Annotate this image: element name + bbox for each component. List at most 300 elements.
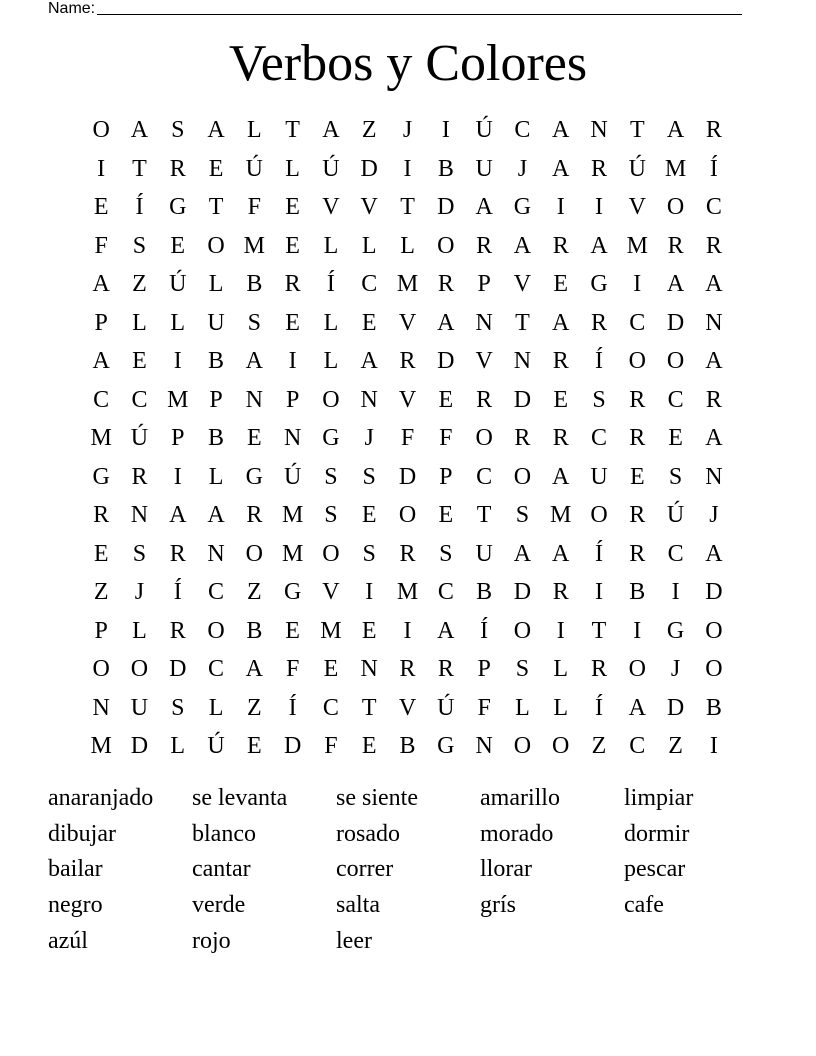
- grid-letter: V: [513, 271, 532, 297]
- grid-letter: R: [705, 232, 722, 259]
- grid-letter: I: [633, 617, 642, 644]
- word-bank-item: cantar: [192, 856, 251, 883]
- grid-letter: P: [439, 463, 453, 490]
- grid-letter: O: [628, 348, 646, 374]
- grid-letter: V: [628, 194, 646, 220]
- grid-letter: P: [209, 386, 223, 413]
- grid-letter: L: [285, 155, 300, 182]
- grid-letter: G: [513, 194, 532, 220]
- word-bank-item: leer: [336, 927, 372, 954]
- grid-letter: R: [399, 348, 416, 374]
- word-bank-item: cafe: [624, 892, 664, 919]
- grid-letter: L: [553, 656, 569, 682]
- grid-row: [82, 342, 734, 381]
- grid-row: [82, 227, 734, 266]
- grid-letter: D: [283, 733, 302, 759]
- grid-letter: D: [398, 463, 417, 490]
- grid-letter: T: [285, 117, 300, 143]
- grid-row: [82, 188, 734, 227]
- grid-letter: A: [130, 117, 149, 143]
- grid-letter: G: [590, 271, 608, 297]
- grid-letter: O: [513, 617, 532, 644]
- grid-letter: F: [477, 694, 491, 721]
- grid-row: [82, 535, 734, 574]
- grid-letter: U: [475, 155, 493, 182]
- grid-letter: Z: [247, 579, 262, 605]
- grid-letter: R: [667, 232, 684, 259]
- grid-letter: I: [556, 194, 565, 220]
- grid-letter: P: [477, 271, 491, 297]
- grid-letter: A: [705, 348, 723, 374]
- grid-letter: T: [476, 502, 492, 528]
- grid-letter: N: [283, 425, 302, 451]
- grid-letter: E: [323, 656, 339, 682]
- grid-letter: M: [396, 579, 419, 605]
- grid-letter: Z: [591, 733, 607, 759]
- grid-letter: A: [207, 117, 225, 143]
- grid-letter: Ú: [322, 155, 340, 182]
- grid-letter: A: [437, 309, 455, 336]
- grid-letter: R: [169, 155, 186, 182]
- grid-letter: A: [552, 117, 570, 143]
- grid-letter: M: [550, 502, 572, 528]
- grid-letter: Ú: [666, 502, 685, 528]
- grid-letter: N: [475, 309, 493, 336]
- word-bank-item: blanco: [192, 820, 256, 847]
- grid-letter: O: [590, 502, 608, 528]
- grid-letter: Í: [595, 348, 603, 374]
- grid-letter: I: [709, 733, 718, 759]
- word-bank-item: negro: [48, 892, 103, 919]
- grid-letter: A: [552, 463, 570, 490]
- grid-letter: J: [402, 117, 413, 143]
- grid-letter: V: [322, 194, 340, 220]
- grid-letter: L: [361, 232, 377, 259]
- grid-letter: R: [437, 271, 454, 297]
- grid-letter: D: [666, 694, 685, 721]
- name-label: Name:: [48, 0, 96, 17]
- grid-letter: F: [94, 232, 108, 259]
- grid-row: [82, 612, 734, 651]
- grid-row: [82, 381, 734, 420]
- grid-letter: E: [208, 155, 224, 182]
- grid-letter: Í: [709, 155, 718, 182]
- grid-letter: C: [93, 386, 110, 413]
- grid-letter: R: [169, 540, 186, 567]
- grid-letter: O: [398, 502, 417, 528]
- grid-letter: E: [285, 194, 300, 220]
- grid-letter: F: [285, 656, 300, 682]
- grid-letter: N: [705, 309, 723, 336]
- grid-letter: O: [628, 656, 646, 682]
- grid-letter: G: [283, 579, 302, 605]
- grid-letter: A: [705, 540, 723, 567]
- grid-letter: I: [97, 155, 106, 182]
- grid-letter: Ú: [207, 733, 225, 759]
- grid-letter: O: [552, 733, 570, 759]
- grid-letter: C: [476, 463, 493, 490]
- word-bank-item: amarillo: [480, 785, 560, 811]
- grid-letter: O: [245, 540, 263, 567]
- grid-letter: S: [362, 540, 376, 567]
- grid-letter: B: [629, 579, 646, 605]
- grid-row: [82, 689, 734, 728]
- grid-letter: C: [361, 271, 378, 297]
- grid-letter: L: [247, 117, 262, 143]
- grid-letter: R: [284, 271, 301, 297]
- word-bank-item: se levanta: [192, 785, 288, 811]
- grid-letter: D: [360, 155, 378, 182]
- grid-letter: Z: [668, 733, 683, 759]
- grid-letter: O: [513, 733, 532, 759]
- grid-letter: E: [438, 502, 454, 528]
- grid-letter: I: [173, 463, 182, 490]
- grid-row: [82, 111, 734, 150]
- grid-letter: C: [131, 386, 148, 413]
- grid-letter: J: [670, 656, 681, 682]
- grid-letter: M: [90, 425, 112, 451]
- grid-letter: I: [403, 617, 412, 644]
- grid-letter: P: [94, 309, 108, 336]
- grid-letter: F: [400, 425, 415, 451]
- grid-letter: N: [207, 540, 225, 567]
- grid-letter: N: [513, 348, 532, 374]
- letter-grid: [82, 111, 734, 766]
- word-bank-item: se siente: [336, 785, 418, 811]
- grid-letter: B: [437, 155, 454, 182]
- grid-letter: N: [130, 502, 149, 528]
- grid-letter: L: [132, 309, 147, 336]
- grid-letter: A: [169, 502, 187, 528]
- page-title: Verbos y Colores: [228, 35, 588, 92]
- grid-letter: R: [131, 463, 148, 490]
- grid-letter: T: [400, 194, 415, 220]
- grid-letter: V: [398, 694, 417, 721]
- grid-row: [82, 150, 734, 189]
- grid-letter: S: [439, 540, 453, 567]
- grid-letter: O: [705, 656, 723, 682]
- word-bank-item: verde: [192, 892, 246, 919]
- grid-letter: S: [362, 463, 376, 490]
- word-bank-item: bailar: [48, 856, 103, 883]
- word-bank-item: pescar: [624, 856, 686, 883]
- grid-letter: A: [513, 540, 532, 567]
- grid-letter: R: [629, 502, 646, 528]
- grid-letter: I: [633, 271, 642, 297]
- grid-row: [82, 496, 734, 535]
- grid-letter: T: [629, 117, 645, 143]
- grid-letter: N: [360, 656, 378, 682]
- grid-letter: E: [132, 348, 147, 374]
- grid-letter: Ú: [437, 694, 455, 721]
- grid-letter: L: [208, 271, 224, 297]
- grid-letter: C: [514, 117, 531, 143]
- grid-letter: S: [171, 694, 185, 721]
- grid-letter: J: [709, 502, 719, 528]
- grid-letter: C: [437, 579, 454, 605]
- word-bank-item: rosado: [336, 820, 400, 847]
- grid-letter: R: [552, 232, 569, 259]
- grid-letter: I: [365, 579, 374, 605]
- grid-letter: M: [281, 540, 304, 567]
- grid-letter: G: [437, 733, 455, 759]
- grid-letter: C: [208, 656, 225, 682]
- grid-letter: B: [246, 271, 263, 297]
- grid-letter: C: [322, 694, 339, 721]
- grid-letter: A: [705, 425, 723, 451]
- grid-letter: C: [591, 425, 608, 451]
- grid-letter: A: [360, 348, 378, 374]
- grid-letter: E: [285, 617, 300, 644]
- word-bank-item: dibujar: [48, 820, 116, 847]
- grid-letter: O: [322, 540, 340, 567]
- grid-letter: E: [285, 309, 300, 336]
- grid-letter: A: [666, 271, 685, 297]
- grid-letter: S: [132, 540, 147, 567]
- grid-letter: B: [208, 425, 225, 451]
- grid-letter: E: [247, 425, 262, 451]
- grid-letter: G: [169, 194, 187, 220]
- grid-letter: C: [667, 386, 684, 413]
- grid-letter: D: [666, 309, 685, 336]
- grid-letter: R: [476, 232, 493, 259]
- grid-letter: A: [666, 117, 685, 143]
- grid-letter: A: [628, 694, 646, 721]
- grid-letter: R: [437, 656, 454, 682]
- grid-letter: Ú: [169, 271, 187, 297]
- grid-letter: E: [285, 232, 300, 259]
- grid-letter: V: [398, 386, 417, 413]
- grid-letter: U: [475, 540, 493, 567]
- grid-letter: A: [322, 117, 340, 143]
- name-field: [48, 0, 742, 20]
- grid-letter: R: [591, 656, 608, 682]
- grid-letter: L: [553, 694, 569, 721]
- grid-letter: I: [671, 579, 680, 605]
- grid-letter: R: [246, 502, 263, 528]
- word-bank-item: llorar: [480, 856, 532, 883]
- grid-row: [82, 573, 734, 612]
- grid-letter: A: [245, 348, 263, 374]
- word-bank-item: morado: [480, 820, 554, 847]
- grid-letter: R: [169, 617, 186, 644]
- grid-letter: U: [207, 309, 225, 336]
- grid-letter: N: [590, 117, 608, 143]
- grid-letter: A: [513, 232, 532, 259]
- grid-letter: B: [208, 348, 225, 374]
- grid-letter: C: [705, 194, 722, 220]
- grid-letter: V: [475, 348, 493, 374]
- word-bank-item: grís: [480, 892, 516, 919]
- grid-letter: Í: [173, 579, 182, 605]
- grid-letter: E: [93, 540, 109, 567]
- grid-letter: J: [364, 425, 374, 451]
- grid-letter: E: [361, 617, 377, 644]
- grid-letter: O: [475, 425, 493, 451]
- grid-letter: P: [171, 425, 185, 451]
- grid-letter: E: [553, 271, 569, 297]
- grid-letter: U: [590, 463, 608, 490]
- grid-letter: F: [439, 425, 453, 451]
- grid-letter: S: [592, 386, 606, 413]
- word-bank: [48, 783, 788, 961]
- grid-letter: J: [517, 155, 528, 182]
- grid-letter: T: [591, 617, 607, 644]
- grid-letter: T: [132, 155, 147, 182]
- grid-letter: R: [399, 540, 416, 567]
- grid-row: [82, 265, 734, 304]
- grid-letter: L: [323, 309, 339, 336]
- grid-letter: Í: [135, 194, 144, 220]
- grid-letter: L: [208, 463, 224, 490]
- grid-letter: A: [207, 502, 225, 528]
- grid-letter: O: [513, 463, 532, 490]
- grid-letter: A: [475, 194, 493, 220]
- grid-row: [82, 419, 734, 458]
- grid-letter: M: [281, 502, 304, 528]
- grid-letter: Z: [93, 579, 109, 605]
- grid-letter: V: [360, 194, 378, 220]
- word-bank-item: anaranjado: [48, 785, 154, 811]
- grid-letter: R: [705, 117, 722, 143]
- grid-letter: A: [437, 617, 455, 644]
- grid-letter: Í: [595, 694, 603, 721]
- grid-letter: B: [399, 733, 416, 759]
- grid-letter: B: [246, 617, 263, 644]
- grid-letter: R: [552, 348, 569, 374]
- grid-letter: P: [285, 386, 300, 413]
- grid-letter: R: [629, 540, 646, 567]
- grid-letter: E: [247, 733, 262, 759]
- grid-letter: S: [171, 117, 185, 143]
- grid-letter: E: [553, 386, 569, 413]
- grid-letter: E: [438, 386, 454, 413]
- grid-letter: D: [513, 579, 532, 605]
- grid-letter: P: [477, 656, 491, 682]
- grid-letter: N: [475, 733, 493, 759]
- grid-row: [82, 650, 734, 689]
- grid-letter: O: [322, 386, 340, 413]
- grid-letter: L: [323, 232, 339, 259]
- grid-letter: I: [595, 194, 603, 220]
- grid-letter: S: [515, 656, 530, 682]
- grid-letter: L: [400, 232, 415, 259]
- grid-letter: Ú: [130, 425, 149, 451]
- grid-letter: O: [92, 656, 110, 682]
- grid-letter: U: [130, 694, 149, 721]
- grid-letter: S: [668, 463, 683, 490]
- grid-letter: E: [93, 194, 109, 220]
- grid-letter: A: [92, 271, 110, 297]
- grid-letter: A: [245, 656, 263, 682]
- grid-letter: O: [666, 348, 685, 374]
- grid-letter: M: [626, 232, 648, 259]
- grid-letter: L: [132, 617, 147, 644]
- grid-letter: N: [245, 386, 263, 413]
- grid-letter: R: [629, 425, 646, 451]
- grid-letter: M: [167, 386, 189, 413]
- grid-letter: E: [629, 463, 645, 490]
- grid-letter: R: [705, 386, 722, 413]
- grid-letter: N: [92, 694, 110, 721]
- grid-letter: G: [245, 463, 263, 490]
- grid-letter: D: [437, 348, 455, 374]
- grid-letter: G: [92, 463, 110, 490]
- word-bank-item: dormir: [624, 820, 690, 847]
- grid-letter: S: [324, 463, 338, 490]
- grid-letter: S: [515, 502, 530, 528]
- grid-letter: Z: [247, 694, 262, 721]
- grid-letter: D: [705, 579, 723, 605]
- grid-letter: T: [208, 194, 224, 220]
- grid-letter: E: [668, 425, 683, 451]
- grid-letter: E: [361, 309, 377, 336]
- grid-letter: T: [361, 694, 377, 721]
- grid-letter: I: [556, 617, 565, 644]
- grid-letter: G: [666, 617, 685, 644]
- grid-letter: R: [552, 579, 569, 605]
- grid-letter: A: [705, 271, 723, 297]
- grid-letter: A: [552, 309, 570, 336]
- grid-letter: D: [169, 656, 187, 682]
- word-bank-item: rojo: [192, 927, 231, 954]
- grid-letter: Í: [288, 694, 297, 721]
- grid-letter: N: [360, 386, 378, 413]
- grid-letter: Í: [595, 540, 603, 567]
- grid-letter: C: [208, 579, 225, 605]
- grid-letter: R: [476, 386, 493, 413]
- grid-letter: C: [629, 733, 646, 759]
- grid-letter: V: [322, 579, 340, 605]
- grid-letter: O: [130, 656, 149, 682]
- grid-letter: P: [94, 617, 108, 644]
- grid-letter: S: [324, 502, 338, 528]
- grid-letter: Í: [326, 271, 335, 297]
- grid-letter: M: [90, 733, 112, 759]
- grid-letter: Ú: [475, 117, 493, 143]
- grid-letter: I: [441, 117, 450, 143]
- grid-letter: J: [134, 579, 145, 605]
- grid-row: [82, 727, 734, 766]
- grid-letter: R: [514, 425, 531, 451]
- grid-letter: E: [361, 502, 377, 528]
- grid-letter: S: [247, 309, 262, 336]
- grid-letter: O: [207, 232, 225, 259]
- grid-letter: C: [667, 540, 684, 567]
- word-bank-item: correr: [336, 856, 394, 883]
- grid-letter: Ú: [245, 155, 263, 182]
- grid-letter: E: [170, 232, 186, 259]
- grid-letter: R: [399, 656, 416, 682]
- grid-letter: Z: [132, 271, 147, 297]
- grid-letter: O: [705, 617, 723, 644]
- grid-letter: A: [590, 232, 608, 259]
- grid-letter: D: [513, 386, 532, 413]
- name-underline: [97, 0, 742, 15]
- grid-letter: I: [595, 579, 603, 605]
- grid-letter: F: [247, 194, 262, 220]
- grid-letter: Ú: [283, 463, 302, 490]
- grid-letter: R: [591, 309, 608, 336]
- grid-letter: V: [398, 309, 417, 336]
- grid-letter: O: [92, 117, 110, 143]
- grid-letter: I: [173, 348, 182, 374]
- grid-letter: Í: [480, 617, 489, 644]
- grid-letter: A: [552, 155, 570, 182]
- grid-letter: B: [705, 694, 722, 721]
- grid-letter: M: [320, 617, 342, 644]
- grid-letter: L: [323, 348, 339, 374]
